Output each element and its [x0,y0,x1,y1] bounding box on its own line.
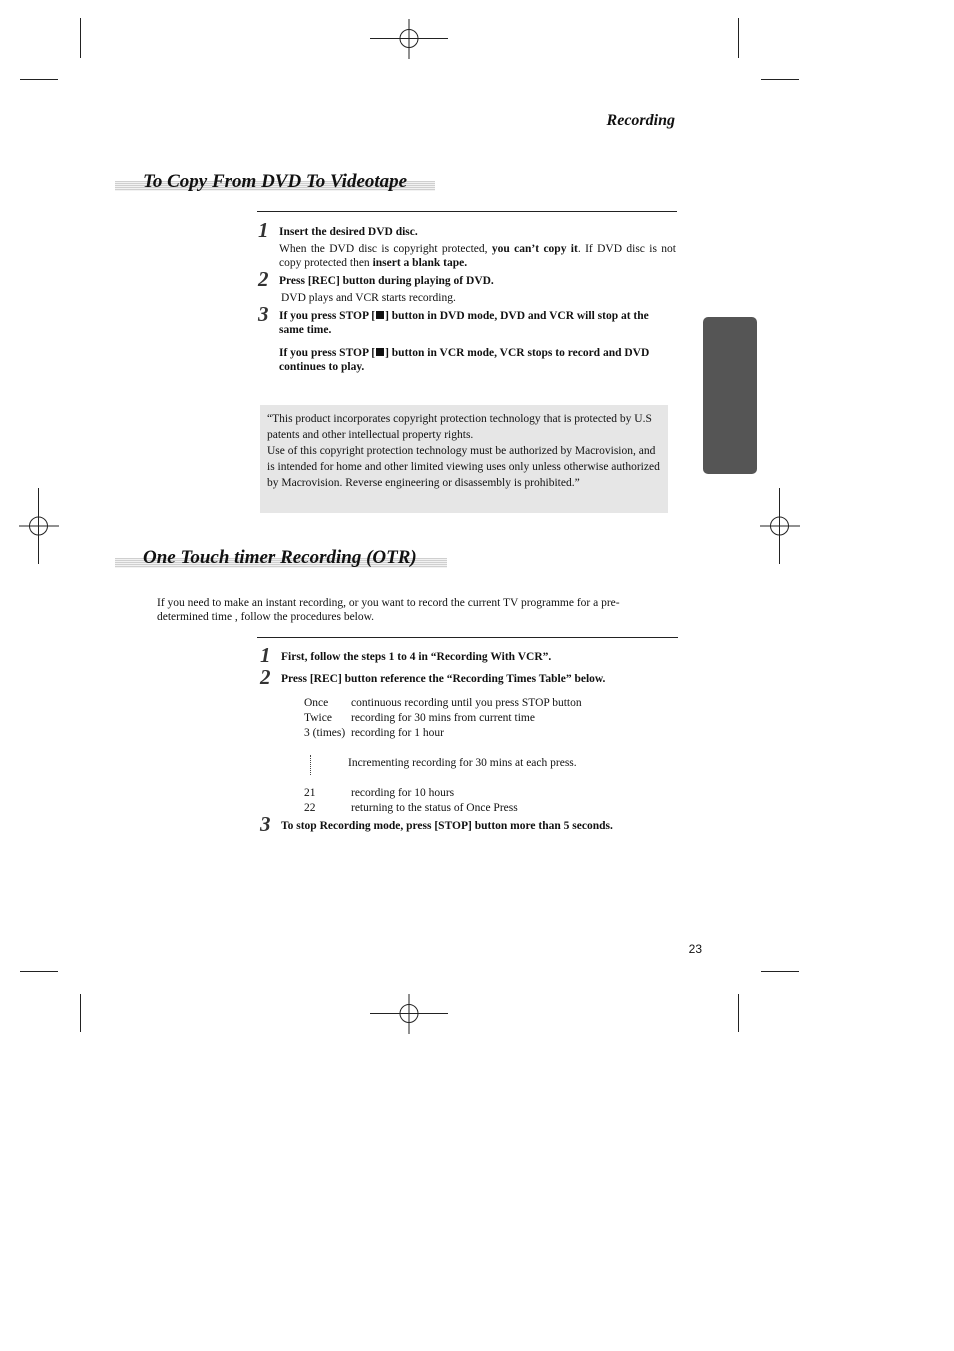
step-heading: Press [REC] button during playing of DVD. [279,275,494,287]
press-count: 21 [304,787,316,799]
section-rule [257,211,677,212]
notice-text: Use of this copyright protection technology must be authorized by Macrovision, and is intended for home and other limited viewing uses only unless otherwise authorized by Macrovision. Reverse engineering or disassembly is prohibited.” [267,445,660,489]
press-count: Twice [304,712,332,724]
registration-mark-icon [370,994,448,1034]
stop-square-icon [376,348,384,356]
crop-mark [80,18,81,58]
registration-mark-icon [19,488,59,564]
continuation-dots [310,755,311,775]
step-body: When the DVD disc is copyright protected, you can’t copy it. If DVD disc is not copy protected then insert a blank tape. [279,243,676,269]
chapter-tab [703,317,757,474]
step-heading: Insert the desired DVD disc. [279,226,418,238]
crop-mark [738,994,739,1032]
running-header: Recording [606,112,675,129]
section-title: To Copy From DVD To Videotape [143,171,408,192]
table-cell: recording for 1 hour [351,727,444,739]
press-count: 22 [304,802,316,814]
step-number: 1 [258,218,269,242]
crop-mark [761,971,799,972]
crop-mark [20,971,58,972]
stop-square-icon [376,311,384,319]
table-row [304,711,332,726]
step-body: DVD plays and VCR starts recording. [281,292,456,304]
press-count: 3 (times) [304,727,346,739]
table-cell: recording for 10 hours [351,787,455,799]
crop-mark [761,79,799,80]
crop-mark [20,79,58,80]
step-paragraph: If you press STOP [ ] button in VCR mode, VCR stops to record and DVD continues to play. [279,347,650,373]
crop-mark [738,18,739,58]
table-cell: continuous recording until you press STOP button [351,697,582,709]
table-row [304,696,328,711]
crop-mark [80,994,81,1032]
copyright-notice [260,405,668,513]
step-heading: To stop Recording mode, press [STOP] button more than 5 seconds. [281,820,613,832]
step-number: 2 [260,665,271,689]
intro-paragraph: If you need to make an instant recording, or you want to record the current TV programme for a pre-determined time , follow the procedures below. [157,597,620,623]
table-cell: returning to the status of Once Press [351,802,518,814]
step-number: 1 [260,643,271,667]
step-heading: First, follow the steps 1 to 4 in “Recording With VCR”. [281,651,552,663]
step-paragraph: If you press STOP [ ] button in DVD mode, DVD and VCR will stop at the same time. [279,310,649,336]
section-title: One Touch timer Recording (OTR) [143,547,417,568]
step-heading: Press [REC] button reference the “Recording Times Table” below. [281,673,606,685]
step-number: 3 [260,812,271,836]
page-number: 23 [688,942,702,956]
registration-mark-icon [760,488,800,564]
notice-text: “This product incorporates copyright protection technology that is protected by U.S patents and other intellectual property rights. [267,413,652,441]
section-rule [257,637,678,638]
press-count: Once [304,697,329,709]
step-number: 3 [258,302,269,326]
registration-mark-icon [370,19,448,59]
increment-note: Incrementing recording for 30 mins at each press. [348,757,577,769]
table-row [304,726,345,741]
step-number: 2 [258,267,269,291]
table-cell: recording for 30 mins from current time [351,712,535,724]
